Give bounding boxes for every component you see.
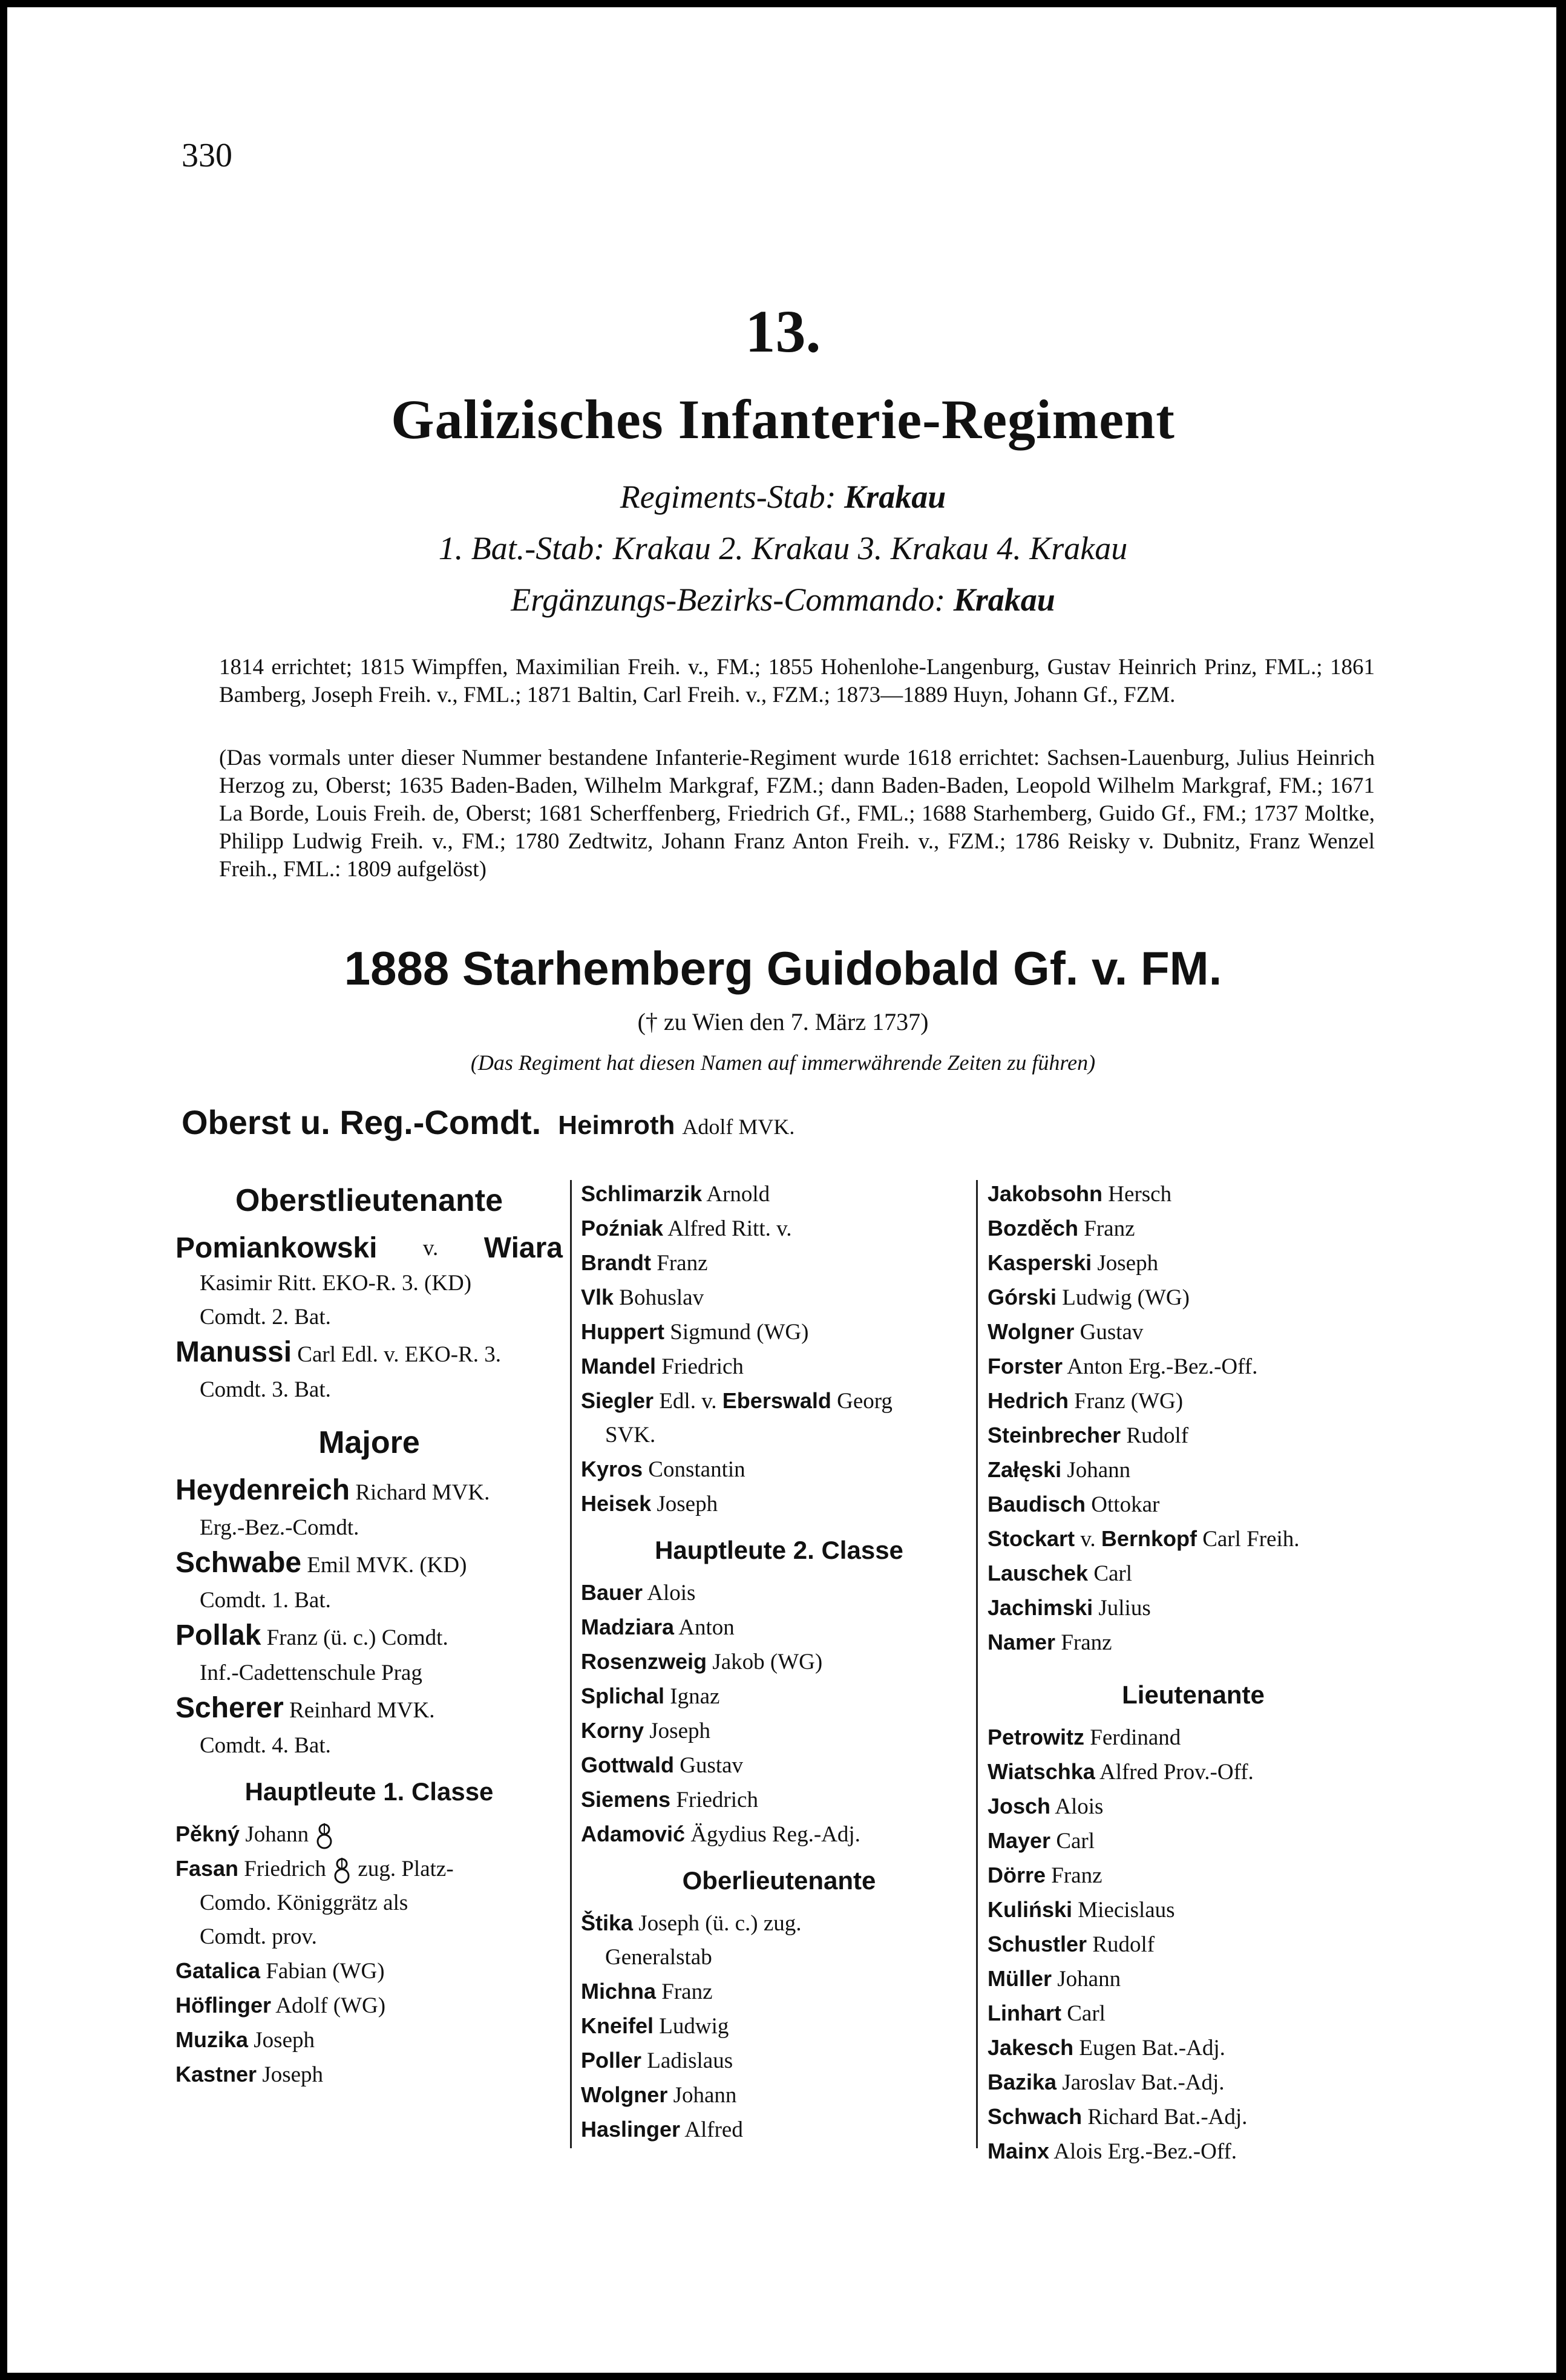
roster-entry bbox=[175, 1852, 563, 1886]
roster-entry bbox=[581, 2044, 977, 2078]
entry-details: Alfred bbox=[684, 2117, 743, 2142]
roster-entry bbox=[988, 1755, 1399, 1789]
roster-entry bbox=[175, 1954, 563, 1988]
roster-entry bbox=[581, 1384, 977, 1418]
surname: Fasan bbox=[175, 1856, 239, 1881]
entry-details: Carl Freih. bbox=[1202, 1527, 1300, 1552]
colonel-line bbox=[182, 1103, 794, 1142]
roster-entry bbox=[175, 1618, 563, 1656]
roster-entry bbox=[988, 1349, 1399, 1384]
roster-entry bbox=[175, 1988, 563, 2023]
roster-entry bbox=[988, 1280, 1399, 1315]
roster-entry bbox=[581, 1177, 977, 1211]
roster-entry bbox=[581, 1246, 977, 1280]
entry-details: Franz bbox=[1084, 1216, 1135, 1241]
surname: Schustler bbox=[988, 1932, 1087, 1956]
roster-entry bbox=[988, 1996, 1399, 2031]
entry-details: Joseph (ü. c.) zug. bbox=[638, 1911, 802, 1936]
entry-details: Georg bbox=[837, 1389, 893, 1414]
entry-continuation: Erg.-Bez.-Comdt. bbox=[200, 1515, 359, 1540]
surname: Poźniak bbox=[581, 1216, 664, 1241]
entry-details: Julius bbox=[1098, 1596, 1151, 1621]
column-2 bbox=[581, 1177, 977, 2147]
surname: Wolgner bbox=[988, 1319, 1075, 1344]
entry-details: Ludwig bbox=[659, 2014, 729, 2039]
surname: Bozděch bbox=[988, 1216, 1079, 1241]
entry-details: Richard Bat.-Adj. bbox=[1087, 2105, 1248, 2129]
surname: Hedrich bbox=[988, 1388, 1069, 1413]
entry-details: Johann bbox=[673, 2083, 737, 2108]
roster-entry bbox=[988, 2134, 1399, 2169]
roster-entry bbox=[988, 1824, 1399, 1858]
surname: Splichal bbox=[581, 1683, 665, 1708]
colonel-details: Adolf MVK. bbox=[682, 1115, 795, 1139]
heading-majore: Majore bbox=[318, 1425, 420, 1460]
roster-entry bbox=[581, 2009, 977, 2044]
entry-details: Friedrich bbox=[244, 1857, 326, 1881]
entry-continuation: Comdt. prov. bbox=[200, 1924, 317, 1949]
entry-details: Carl bbox=[1056, 1829, 1095, 1854]
entry-details: Ferdinand bbox=[1090, 1725, 1181, 1750]
surname: Huppert bbox=[581, 1319, 664, 1344]
surname: Kastner bbox=[175, 2062, 257, 2087]
entry-details: Richard MVK. bbox=[355, 1480, 490, 1505]
inhaber-death-note: († zu Wien den 7. März 1737) bbox=[637, 1008, 929, 1035]
surname: Eberswald bbox=[722, 1388, 831, 1413]
entry-details: Eugen Bat.-Adj. bbox=[1079, 2036, 1225, 2060]
surname: Siegler bbox=[581, 1388, 654, 1413]
surname: Adamović bbox=[581, 1821, 686, 1846]
roster-entry bbox=[988, 1384, 1399, 1418]
surname: Petrowitz bbox=[988, 1725, 1085, 1749]
surname: Bazika bbox=[988, 2070, 1057, 2094]
entry-continuation: Inf.-Cadettenschule Prag bbox=[200, 1660, 422, 1685]
entry-details: Anton Erg.-Bez.-Off. bbox=[1067, 1354, 1258, 1379]
entry-details: Alois bbox=[647, 1581, 696, 1605]
surname: Kneifel bbox=[581, 2013, 654, 2038]
surname: Bauer bbox=[581, 1580, 643, 1605]
roster-entry bbox=[581, 1975, 977, 2009]
surname: Stockart bbox=[988, 1526, 1075, 1551]
surname: Mandel bbox=[581, 1354, 657, 1378]
entry-details: Ladislaus bbox=[647, 2048, 733, 2073]
roster-entry bbox=[988, 1893, 1399, 1927]
erg-place: Krakau bbox=[953, 582, 1055, 618]
column-divider-1 bbox=[570, 1180, 572, 2148]
surname: Müller bbox=[988, 1966, 1052, 1991]
entry-continuation: Comdt. 3. Bat. bbox=[200, 1377, 331, 1402]
entry-details: Alfred Prov.-Off. bbox=[1099, 1760, 1254, 1785]
surname: Štika bbox=[581, 1910, 634, 1935]
heading-oberstlieutenante: Oberstlieutenante bbox=[235, 1183, 503, 1218]
roster-entry bbox=[988, 2065, 1399, 2100]
entry-details: Joseph bbox=[262, 2062, 324, 2087]
roster-entry bbox=[988, 1789, 1399, 1824]
surname: Gatalica bbox=[175, 1958, 261, 1983]
entry-details: Joseph bbox=[649, 1719, 710, 1743]
surname: Haslinger bbox=[581, 2117, 681, 2142]
roster-entry bbox=[581, 1783, 977, 1817]
surname: Forster bbox=[988, 1354, 1063, 1378]
surname: Pěkný bbox=[175, 1821, 240, 1846]
roster-entry bbox=[988, 1453, 1399, 1487]
erg-prefix: Ergänzungs-Bezirks-Commando: bbox=[511, 582, 954, 618]
entry-details: Rudolf bbox=[1126, 1423, 1189, 1448]
entry-details: Rudolf bbox=[1092, 1932, 1155, 1957]
roster-entry bbox=[175, 1690, 563, 1729]
entry-details: Gustav bbox=[1079, 1320, 1144, 1345]
surname: Michna bbox=[581, 1979, 657, 2004]
entry-details: Johann bbox=[245, 1822, 309, 1847]
surname: Korny bbox=[581, 1718, 644, 1743]
entry-continuation: Comdo. Königgrätz als bbox=[200, 1890, 408, 1915]
entry-continuation: Kasimir Ritt. EKO-R. 3. (KD) bbox=[200, 1271, 472, 1296]
roster-entry bbox=[581, 1315, 977, 1349]
entry-details: Jaroslav Bat.-Adj. bbox=[1062, 2070, 1225, 2095]
regiment-title: Galizisches Infanterie-Regiment bbox=[391, 388, 1175, 450]
surname: Höflinger bbox=[175, 1993, 271, 2018]
entry-details: Bohuslav bbox=[619, 1285, 704, 1310]
regiment-stab-line bbox=[0, 478, 1566, 516]
surname: Heydenreich bbox=[175, 1474, 350, 1506]
former-regiment-note: (Das vormals unter dieser Nummer bestandene Infanterie-Regiment wurde 1618 errichtet: Sachsen-Lauenburg, Julius Heinrich Herzog zu, Oberst; 1635 Baden-Baden, Wilhelm Markgraf, FZM.; dann Baden-Baden, Leopold Wilhelm Markgraf, FM.; 1671 La Borde, Louis Freih. de, Oberst; 1681 Scherffenberg, Friedrich Gf., FML.; 1688 Starhemberg, Guido Gf., FM.; 1737 Moltke, Philipp Ludwig Freih. v., FM.; 1780 Zedtwitz, Johann Franz Anton Freih. v., FZM.; 1786 Reisky v. Dubnitz, Franz Wenzel Freih., FML.: 1809 aufgelöst) bbox=[219, 746, 1375, 882]
page-number: 330 bbox=[182, 137, 232, 174]
entry-details: zug. Platz- bbox=[358, 1857, 454, 1881]
roster-entry bbox=[988, 1315, 1399, 1349]
roster-entry bbox=[581, 1487, 977, 1521]
roster-entry bbox=[988, 2031, 1399, 2065]
roster-entry bbox=[581, 1349, 977, 1384]
entry-details: Carl Edl. v. EKO-R. 3. bbox=[297, 1342, 502, 1367]
roster-entry bbox=[988, 1591, 1399, 1625]
surname: Baudisch bbox=[988, 1492, 1086, 1516]
roster-entry bbox=[988, 1858, 1399, 1893]
entry-continuation: Comdt. 4. Bat. bbox=[200, 1733, 331, 1758]
entry-details: Joseph bbox=[657, 1492, 718, 1516]
surname: Heisek bbox=[581, 1491, 652, 1516]
surname: Poller bbox=[581, 2048, 642, 2073]
roster-entry bbox=[175, 1817, 563, 1852]
roster-entry bbox=[581, 1610, 977, 1645]
entry-details: Sigmund (WG) bbox=[670, 1320, 809, 1345]
entry-details: Hersch bbox=[1108, 1182, 1172, 1207]
entry-details: Johann bbox=[1067, 1458, 1131, 1483]
entry-details: Fabian (WG) bbox=[266, 1959, 385, 1984]
roster-entry bbox=[581, 2078, 977, 2113]
roster-entry bbox=[988, 1487, 1399, 1522]
surname: Lauschek bbox=[988, 1561, 1089, 1585]
surname: Vlk bbox=[581, 1285, 614, 1310]
entry-details: Franz bbox=[1051, 1863, 1102, 1888]
surname: Josch bbox=[988, 1794, 1051, 1818]
entry-details: Franz (WG) bbox=[1074, 1389, 1184, 1414]
roster-entry bbox=[175, 1230, 563, 1267]
entry-details: Alfred Ritt. v. bbox=[667, 1216, 792, 1241]
entry-details: Miecislaus bbox=[1078, 1898, 1175, 1923]
medal-cross-icon bbox=[314, 1822, 335, 1851]
roster-entry bbox=[175, 2023, 563, 2057]
roster-entry bbox=[581, 1906, 977, 1941]
surname: Scherer bbox=[175, 1692, 284, 1724]
entry-details: Carl bbox=[1067, 2001, 1106, 2026]
entry-details: Constantin bbox=[648, 1457, 745, 1482]
entry-details: Carl bbox=[1093, 1561, 1133, 1586]
entry-continuation: SVK. bbox=[605, 1423, 656, 1447]
surname: Kyros bbox=[581, 1457, 643, 1481]
entry-details: Ottokar bbox=[1091, 1492, 1160, 1517]
roster-entry bbox=[581, 1211, 977, 1246]
surname: Steinbrecher bbox=[988, 1423, 1121, 1447]
surname: Jakobsohn bbox=[988, 1181, 1103, 1206]
roster-entry bbox=[581, 1679, 977, 1714]
surname: Pollak bbox=[175, 1619, 261, 1651]
roster-entry bbox=[581, 2113, 977, 2147]
roster-entry bbox=[988, 1211, 1399, 1246]
entry-details: Franz bbox=[657, 1251, 708, 1276]
entry-details: Johann bbox=[1057, 1967, 1121, 1992]
roster-entry bbox=[175, 1545, 563, 1584]
entry-continuation: Comdt. 2. Bat. bbox=[200, 1305, 331, 1329]
entry-details: Franz (ü. c.) Comdt. bbox=[266, 1625, 448, 1650]
roster-entry bbox=[581, 1576, 977, 1610]
column-3 bbox=[988, 1177, 1399, 2169]
column-1 bbox=[175, 1177, 563, 2092]
surname: Górski bbox=[988, 1285, 1057, 1310]
entry-details: Franz bbox=[1061, 1630, 1112, 1655]
surname: Siemens bbox=[581, 1787, 671, 1812]
entry-details: Anton bbox=[678, 1615, 735, 1640]
surname: Linhart bbox=[988, 2001, 1061, 2025]
roster-entry bbox=[988, 1418, 1399, 1453]
roster-entry bbox=[581, 1280, 977, 1315]
roster-entry bbox=[988, 1177, 1399, 1211]
surname: Bernkopf bbox=[1101, 1526, 1197, 1551]
surname: Jakesch bbox=[988, 2035, 1074, 2060]
inhaber-heading: 1888 Starhemberg Guidobald Gf. v. FM. bbox=[344, 942, 1222, 995]
surname: Jachimski bbox=[988, 1595, 1093, 1620]
heading-oberlieutenante: Oberlieutenante bbox=[682, 1866, 876, 1895]
roster-entry bbox=[988, 1556, 1399, 1591]
roster-entry bbox=[581, 1714, 977, 1748]
entry-details: Ignaz bbox=[670, 1684, 720, 1709]
surname: Mainx bbox=[988, 2139, 1050, 2163]
roster-entry bbox=[988, 1246, 1399, 1280]
entry-continuation: Comdt. 1. Bat. bbox=[200, 1588, 331, 1613]
surname: Manussi bbox=[175, 1336, 292, 1368]
stab-prefix: Regiments-Stab: bbox=[620, 479, 845, 515]
heading-hauptleute-1: Hauptleute 1. Classe bbox=[244, 1777, 494, 1806]
roster-entry bbox=[988, 1927, 1399, 1962]
regiment-history: 1814 errichtet; 1815 Wimpffen, Maximilian Freih. v., FM.; 1855 Hohenlohe-Langenburg, Gustav Heinrich Prinz, FML.; 1861 Bamberg, Joseph Freih. v., FML.; 1871 Baltin, Carl Freih. v., FZM.; 1873—1889 Huyn, Johann Gf., FZM. bbox=[219, 655, 1375, 707]
roster-entry bbox=[988, 1720, 1399, 1755]
scan-border-top bbox=[0, 0, 1566, 7]
surname: Kasperski bbox=[988, 1250, 1092, 1275]
surname: Schwabe bbox=[175, 1547, 302, 1579]
entry-details: Ludwig (WG) bbox=[1062, 1285, 1190, 1310]
surname: Brandt bbox=[581, 1250, 651, 1275]
roster-entry bbox=[581, 1748, 977, 1783]
regiment-number: 13. bbox=[745, 298, 821, 365]
surname: Schwach bbox=[988, 2104, 1083, 2129]
entry-details: Emil MVK. (KD) bbox=[307, 1553, 467, 1578]
colonel-name: Heimroth bbox=[558, 1110, 675, 1140]
surname: Rosenzweig bbox=[581, 1649, 707, 1674]
surname: Pomiankowski bbox=[175, 1232, 378, 1264]
entry-details: Joseph bbox=[254, 2028, 315, 2053]
medal-cross-icon bbox=[332, 1857, 352, 1886]
entry-details: Jakob (WG) bbox=[712, 1650, 823, 1674]
roster-entry bbox=[175, 1334, 563, 1373]
roster-entry bbox=[175, 2057, 563, 2092]
entry-details: Franz bbox=[661, 1979, 713, 2004]
roster-entry bbox=[581, 1817, 977, 1852]
entry-details: Gustav bbox=[680, 1753, 744, 1778]
surname: Namer bbox=[988, 1630, 1056, 1654]
surname: Gottwald bbox=[581, 1752, 674, 1777]
surname: Wolgner bbox=[581, 2082, 668, 2107]
entry-details: Reinhard MVK. bbox=[289, 1698, 435, 1723]
entry-details: Alois bbox=[1055, 1794, 1104, 1819]
ergaenzungs-line bbox=[0, 581, 1566, 618]
surname: Muzika bbox=[175, 2027, 249, 2052]
surname: Schlimarzik bbox=[581, 1181, 703, 1206]
roster-entry bbox=[581, 1452, 977, 1487]
entry-details: Arnold bbox=[706, 1182, 770, 1207]
roster-entry bbox=[988, 2100, 1399, 2134]
entry-details: Joseph bbox=[1097, 1251, 1159, 1276]
surname: Załęski bbox=[988, 1457, 1062, 1482]
surname: Wiatschka bbox=[988, 1759, 1095, 1784]
entry-details: Ägydius Reg.-Adj. bbox=[690, 1822, 860, 1847]
entry-details: Adolf (WG) bbox=[275, 1993, 386, 2018]
surname: Mayer bbox=[988, 1828, 1051, 1853]
surname: Madziara bbox=[581, 1615, 675, 1639]
entry-details: Alois Erg.-Bez.-Off. bbox=[1053, 2139, 1237, 2164]
roster-entry bbox=[988, 1625, 1399, 1660]
entry-details: v. bbox=[1080, 1527, 1096, 1552]
roster-entry bbox=[988, 1522, 1399, 1556]
stab-place: Krakau bbox=[844, 479, 946, 515]
roster-entry bbox=[175, 1472, 563, 1511]
entry-details: Friedrich bbox=[661, 1354, 744, 1379]
roster-entry bbox=[988, 1962, 1399, 1996]
inhaber-motto: (Das Regiment hat diesen Namen auf immerwährende Zeiten zu führen) bbox=[470, 1051, 1096, 1075]
heading-lieutenante: Lieutenante bbox=[1122, 1680, 1265, 1709]
entry-continuation: Generalstab bbox=[605, 1945, 712, 1970]
battalion-stab-line: 1. Bat.-Stab: Krakau 2. Krakau 3. Krakau 4. Krakau bbox=[438, 530, 1128, 566]
roster-entry bbox=[581, 1645, 977, 1679]
entry-details: Edl. v. bbox=[659, 1389, 717, 1414]
entry-details: Friedrich bbox=[676, 1788, 758, 1812]
colonel-title: Oberst u. Reg.-Comdt. bbox=[182, 1103, 542, 1141]
surname: Wiara bbox=[483, 1232, 563, 1264]
surname: Dörre bbox=[988, 1863, 1046, 1887]
heading-hauptleute-2: Hauptleute 2. Classe bbox=[655, 1536, 903, 1564]
scan-border-bottom bbox=[0, 2373, 1566, 2380]
particle: v. bbox=[422, 1236, 439, 1260]
surname: Kuliński bbox=[988, 1897, 1073, 1922]
